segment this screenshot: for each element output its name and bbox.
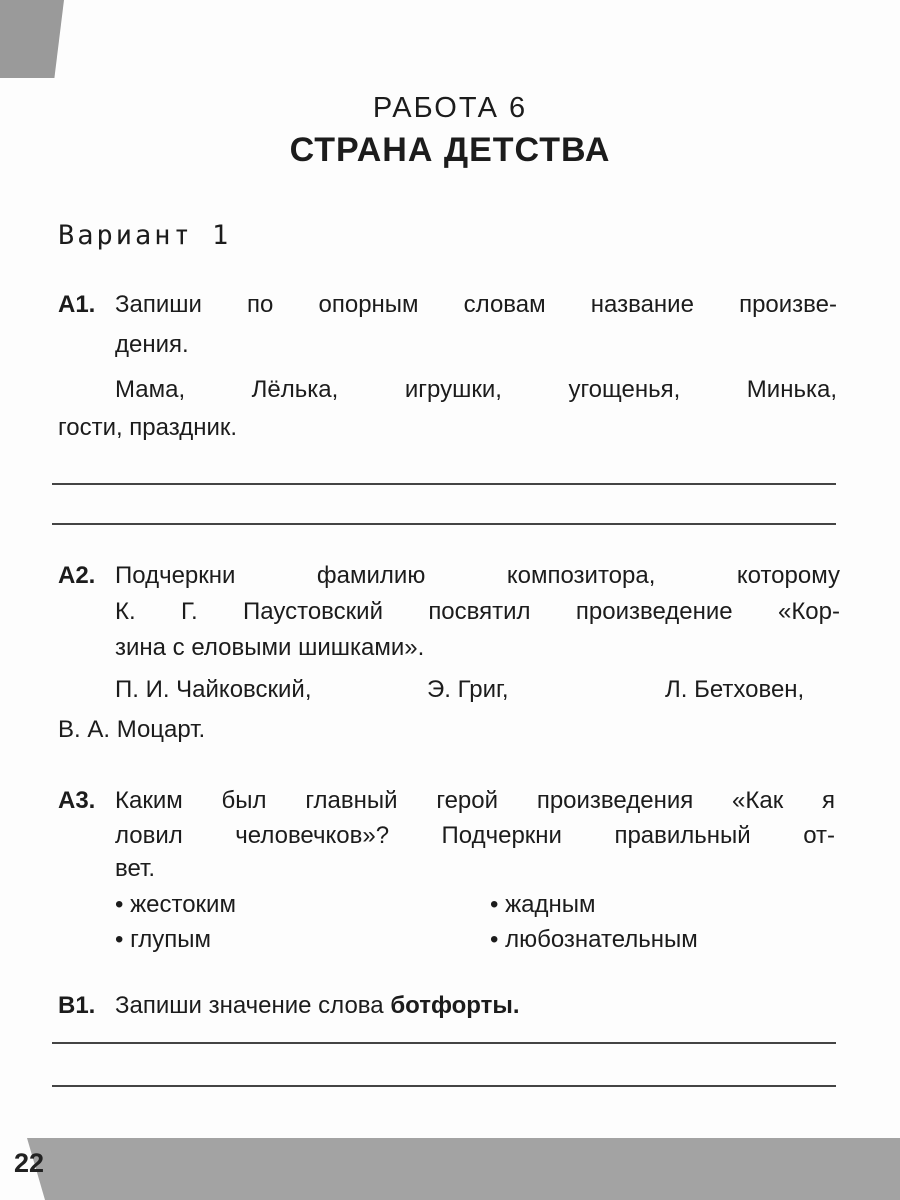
task-a3-line: ловил человечков»? Подчеркни правильный от- xyxy=(115,822,835,849)
option-mozart[interactable]: В. А. Моцарт. xyxy=(58,716,206,743)
bullet-icon: • xyxy=(115,926,131,953)
option-label: жестоким xyxy=(130,891,236,918)
bullet-icon: • xyxy=(490,926,506,953)
task-a3-line: Каким был главный герой произведения «Как я xyxy=(115,787,835,814)
option-greedy[interactable] xyxy=(490,891,596,919)
bullet-icon: • xyxy=(490,891,506,918)
task-a2-line: зина с еловыми шишками». xyxy=(115,634,425,661)
task-a2-label: А2. xyxy=(58,562,96,589)
option-label: жадным xyxy=(505,891,596,918)
option-curious[interactable] xyxy=(490,926,698,954)
task-a1-label: А1. xyxy=(58,291,96,318)
page-title: СТРАНА ДЕТСТВА xyxy=(289,131,611,169)
task-a1-line: дения. xyxy=(115,331,189,358)
page-number: 22 xyxy=(14,1148,45,1178)
task-b1-prompt: Запиши значение слова xyxy=(115,992,384,1019)
task-a2-line: К. Г. Паустовский посвятил произведение «Кор- xyxy=(115,598,840,625)
work-number: РАБОТА 6 xyxy=(372,92,528,124)
task-b1-label: В1. xyxy=(58,992,96,1019)
task-a1-words: гости, праздник. xyxy=(58,414,238,441)
task-a3-label: А3. xyxy=(58,787,96,814)
answer-line[interactable] xyxy=(52,1085,836,1087)
option-label: любознательным xyxy=(505,926,698,953)
option-label: глупым xyxy=(130,926,212,953)
option-grieg[interactable]: Э. Григ, xyxy=(427,676,509,703)
answer-line[interactable] xyxy=(52,483,836,485)
option-chaikovsky[interactable]: П. И. Чайковский, xyxy=(115,676,312,703)
corner-decoration xyxy=(0,0,64,78)
answer-line[interactable] xyxy=(52,523,836,525)
task-a3-line: вет. xyxy=(115,855,156,882)
task-a2-line: Подчеркни фамилию композитора, которому xyxy=(115,562,840,589)
answer-line[interactable] xyxy=(52,1042,836,1044)
footer-band xyxy=(0,1138,900,1200)
option-cruel[interactable] xyxy=(115,891,236,919)
option-stupid[interactable] xyxy=(115,926,211,954)
task-b1-word: ботфорты. xyxy=(390,992,520,1019)
bullet-icon: • xyxy=(115,891,131,918)
option-beethoven[interactable]: Л. Бетховен, xyxy=(665,676,805,703)
task-b1-text xyxy=(115,992,520,1020)
task-a1-words: Мама, Лёлька, игрушки, угощенья, Минька, xyxy=(115,376,837,403)
variant-label: Вариант 1 xyxy=(58,220,232,251)
task-a1-line: Запиши по опорным словам название произве- xyxy=(115,291,837,318)
